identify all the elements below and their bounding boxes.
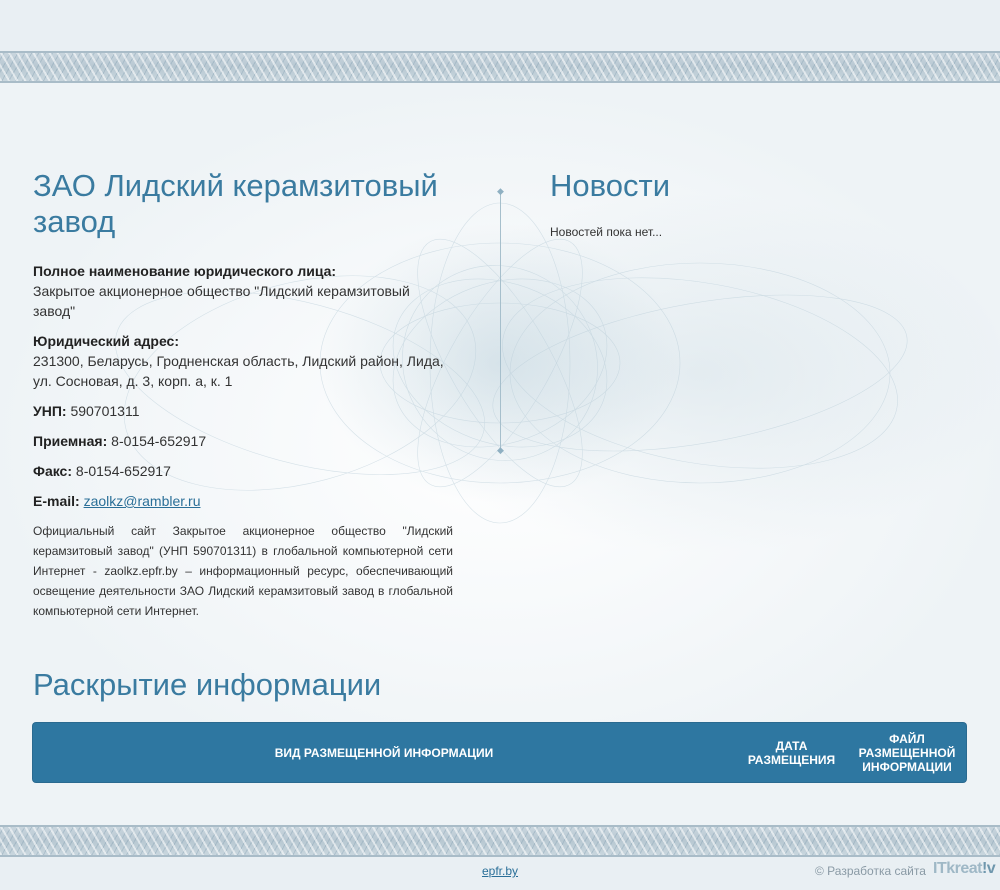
address-row bbox=[33, 331, 453, 391]
company-title: ЗАО Лидский керамзитовый завод bbox=[33, 168, 438, 239]
reception-value: 8-0154-652917 bbox=[111, 433, 207, 449]
column-header-date: ДАТА РАЗМЕЩЕНИЯ bbox=[747, 738, 836, 767]
decorative-band-top bbox=[0, 51, 1000, 83]
disclosure-title: Раскрытие информации bbox=[33, 667, 382, 702]
logo-text-accent: !v bbox=[981, 860, 996, 877]
full-name-label: Полное наименование юридического лица: bbox=[33, 263, 337, 279]
unp-value: 590701311 bbox=[70, 403, 140, 419]
disclosure-table-header bbox=[33, 723, 966, 782]
reception-label: Приемная: bbox=[33, 433, 108, 449]
column-header-file: ФАЙЛ РАЗМЕЩЕННОЙ ИНФОРМАЦИИ bbox=[858, 731, 956, 774]
column-header-info-type: ВИД РАЗМЕЩЕННОЙ ИНФОРМАЦИИ bbox=[274, 745, 494, 760]
developer-credit: © Разработка сайта bbox=[815, 864, 926, 878]
main-content bbox=[0, 83, 1000, 825]
unp-label: УНП: bbox=[33, 403, 67, 419]
email-label: E-mail: bbox=[33, 493, 80, 509]
developer-logo[interactable] bbox=[933, 860, 995, 878]
top-bar bbox=[0, 0, 1000, 50]
address-label: Юридический адрес: bbox=[33, 333, 179, 349]
reception-row bbox=[33, 431, 453, 451]
fax-label: Факс: bbox=[33, 463, 73, 479]
fax-value: 8-0154-652917 bbox=[75, 463, 171, 479]
divider-top-ornament: ◆ bbox=[497, 186, 504, 196]
site-description: Официальный сайт Закрытое акционерное общество "Лидский керамзитовый завод" (УНП 590701311) в глобальной компьютерной сети Интернет - zaolkz.epfr.by – информационный ресурс, обеспечивающий освещение деятельности ЗАО Лидский керамзитовый завод в глобальной компьютерной сети Интернет. bbox=[33, 524, 453, 618]
news-title: Новости bbox=[550, 168, 671, 203]
column-divider bbox=[497, 186, 504, 455]
logo-text-main: ITkreat bbox=[933, 860, 982, 877]
fax-row bbox=[33, 461, 453, 481]
email-row bbox=[33, 491, 453, 511]
footer bbox=[0, 857, 1000, 890]
full-name-row bbox=[33, 261, 453, 321]
company-info bbox=[33, 261, 453, 621]
footer-site-link[interactable]: epfr.by bbox=[482, 864, 519, 878]
unp-row bbox=[33, 401, 453, 421]
email-link[interactable]: zaolkz@rambler.ru bbox=[83, 493, 201, 509]
full-name-value: Закрытое акционерное общество "Лидский керамзитовый завод" bbox=[33, 283, 410, 319]
divider-bottom-ornament: ◆ bbox=[497, 445, 504, 455]
news-empty-message: Новостей пока нет... bbox=[550, 225, 663, 239]
decorative-band-bottom bbox=[0, 825, 1000, 857]
address-value: 231300, Беларусь, Гродненская область, Лидский район, Лида, ул. Сосновая, д. 3, корп. а, к. 1 bbox=[33, 353, 444, 389]
